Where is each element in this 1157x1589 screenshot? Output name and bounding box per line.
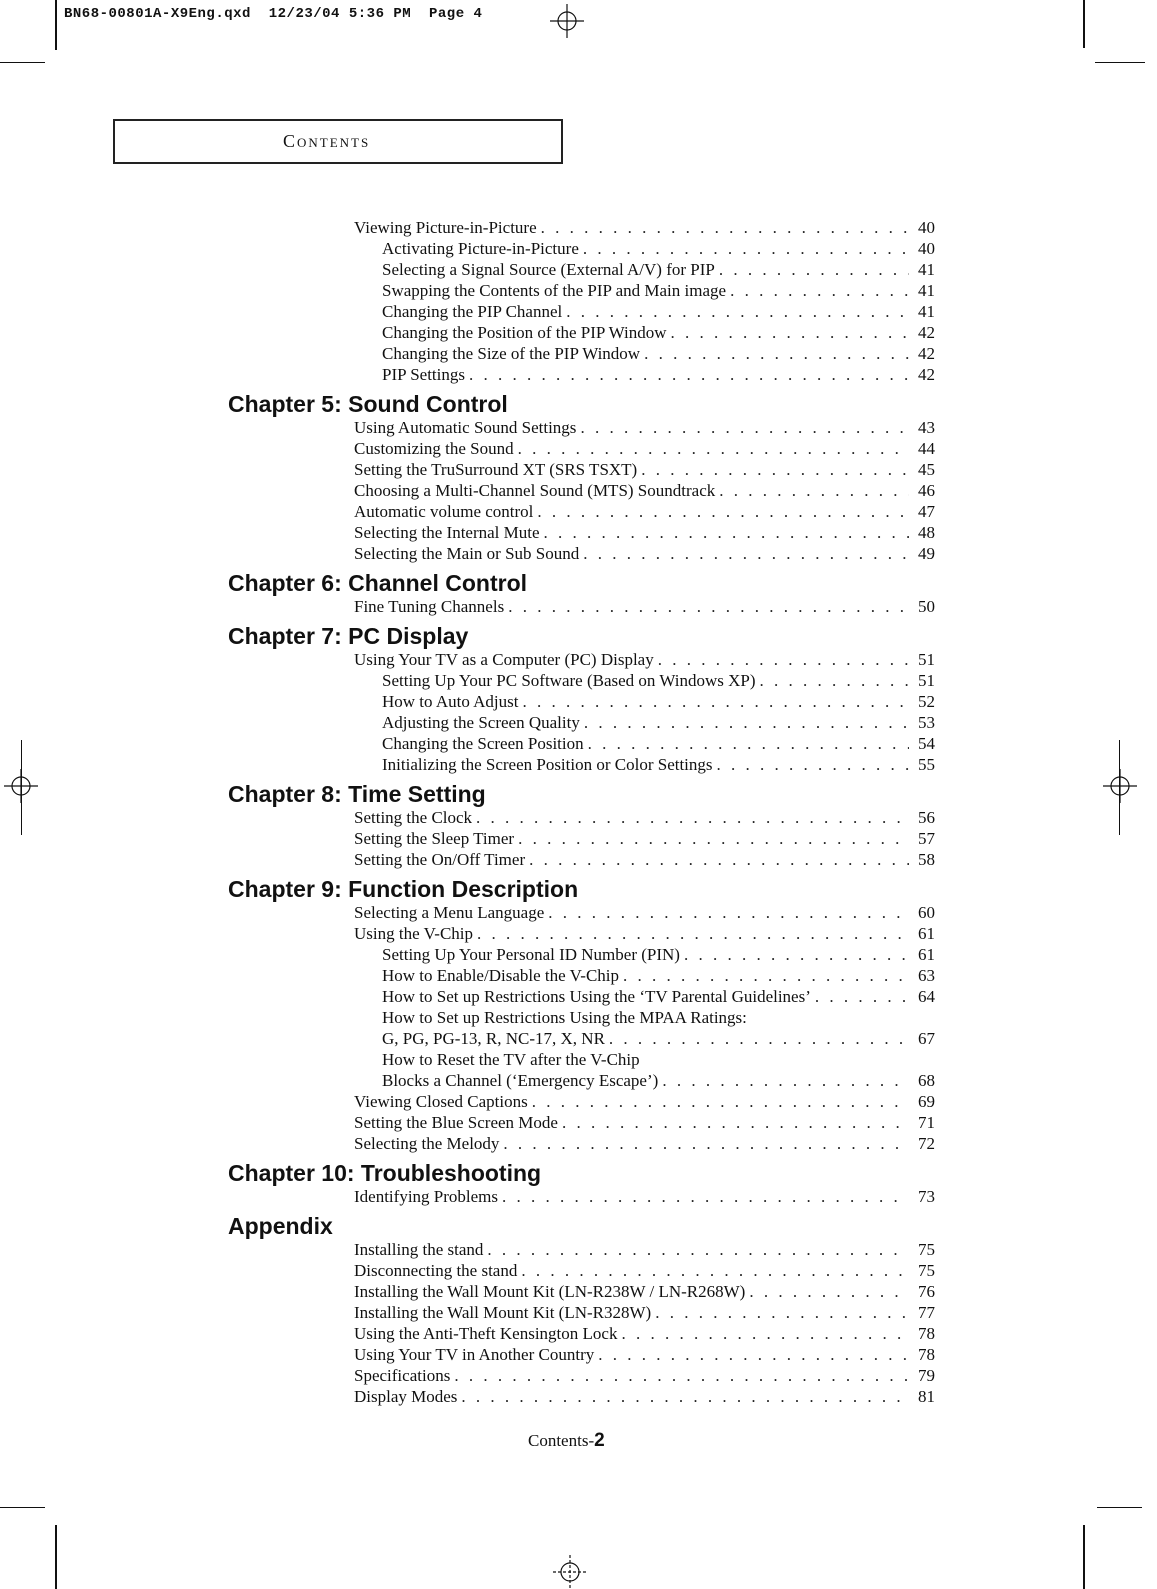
toc-entry-title: Using the Anti-Theft Kensington Lock <box>354 1324 618 1343</box>
toc-entry-page: 61 <box>918 945 935 964</box>
toc-entry <box>354 923 935 944</box>
dot-leader <box>623 965 909 986</box>
toc-entry <box>354 649 935 670</box>
toc-entry-page: 61 <box>918 924 935 943</box>
toc-entry-page: 63 <box>918 966 935 985</box>
dot-leader <box>684 944 909 965</box>
toc-entry <box>382 691 935 712</box>
toc-entry-title: Swapping the Contents of the PIP and Main image <box>382 281 727 300</box>
crop-mark <box>1083 1525 1085 1589</box>
dot-leader <box>584 712 909 733</box>
toc-entry-title: Setting Up Your Personal ID Number (PIN) <box>382 945 680 964</box>
toc-entry <box>382 986 935 1007</box>
toc-entry <box>382 301 935 322</box>
toc-entry-page: 55 <box>918 755 935 774</box>
crop-mark <box>1095 62 1145 63</box>
toc-entry <box>382 322 935 343</box>
toc-entry-title: Setting the On/Off Timer <box>354 850 526 869</box>
toc-entry <box>382 1070 935 1091</box>
toc-entry-page: 75 <box>918 1240 935 1259</box>
toc-entry-page: 51 <box>918 650 935 669</box>
crop-mark <box>1083 0 1085 48</box>
toc-entry-title: Selecting the Main or Sub Sound <box>354 544 580 563</box>
toc-entry <box>354 1091 935 1112</box>
dot-leader <box>469 364 909 385</box>
toc-entry <box>354 1112 935 1133</box>
chapter-heading: Chapter 10: Troubleshooting <box>228 1160 542 1186</box>
toc-entry-page: 42 <box>918 365 935 384</box>
toc-entry <box>354 849 935 870</box>
contents-header-box <box>113 119 563 164</box>
toc-entry <box>354 1344 935 1365</box>
toc-entry-page: 41 <box>918 260 935 279</box>
toc-entry-title: Using Your TV in Another Country <box>354 1345 595 1364</box>
toc-entry-page: 54 <box>918 734 935 753</box>
dot-leader <box>523 691 910 712</box>
toc-entry-title: Using Automatic Sound Settings <box>354 418 577 437</box>
dot-leader <box>641 459 909 480</box>
toc-entry-page: 44 <box>918 439 935 458</box>
toc-entry-lead: How to Reset the TV after the V-Chip <box>382 1050 640 1069</box>
toc-entry-title: Changing the Screen Position <box>382 734 584 753</box>
toc-entry-title: Setting Up Your PC Software (Based on Windows XP) <box>382 671 756 690</box>
toc-entry <box>354 522 935 543</box>
toc-entry-page: 68 <box>918 1071 935 1090</box>
toc-entry-page: 73 <box>918 1187 935 1206</box>
toc-entry-page: 50 <box>918 597 935 616</box>
chapter-heading: Chapter 9: Function Description <box>228 876 579 902</box>
dot-leader <box>671 322 909 343</box>
dot-leader <box>544 522 909 543</box>
dot-leader <box>521 1260 909 1281</box>
toc-entry-page: 45 <box>918 460 935 479</box>
toc-entry <box>354 828 935 849</box>
toc-entry-page: 46 <box>918 481 935 500</box>
toc-entry-title: Using the V-Chip <box>354 924 474 943</box>
footer-page-number: 2 <box>594 1430 605 1451</box>
toc-entry-page: 48 <box>918 523 935 542</box>
dot-leader <box>532 1091 909 1112</box>
crop-mark <box>55 0 57 50</box>
toc-entry-title: Selecting a Signal Source (External A/V) for PIP <box>382 260 715 279</box>
toc-entry <box>382 670 935 691</box>
toc-entry-page: 79 <box>918 1366 935 1385</box>
toc-entry-page: 40 <box>918 218 935 237</box>
chapter-heading: Chapter 8: Time Setting <box>228 781 486 807</box>
toc-entry-title: G, PG, PG-13, R, NC-17, X, NR <box>382 1029 605 1048</box>
toc-entry-title: Viewing Closed Captions <box>354 1092 528 1111</box>
toc-entry-title: Specifications <box>354 1366 451 1385</box>
dot-leader <box>541 217 909 238</box>
toc-entry <box>354 543 935 564</box>
toc-entry <box>382 965 935 986</box>
chapter-heading: Chapter 6: Channel Control <box>228 570 528 596</box>
toc-entry-page: 64 <box>918 987 935 1006</box>
toc-entry <box>354 1302 935 1323</box>
chapter-heading: Chapter 7: PC Display <box>228 623 469 649</box>
registration-mark-icon <box>553 1555 587 1589</box>
toc-entry-title: Setting the Clock <box>354 808 473 827</box>
toc-entry-page: 51 <box>918 671 935 690</box>
dot-leader <box>583 238 909 259</box>
toc-entry-title: Installing the Wall Mount Kit (LN-R328W) <box>354 1303 652 1322</box>
toc-entry-page: 60 <box>918 903 935 922</box>
crop-mark <box>55 1525 57 1589</box>
toc-entry <box>354 807 935 828</box>
toc-entry <box>354 1323 935 1344</box>
toc-entry-title: Disconnecting the stand <box>354 1261 518 1280</box>
toc-entry-title: Setting the Blue Screen Mode <box>354 1113 558 1132</box>
toc-entry-page: 56 <box>918 808 935 827</box>
footer-label: Contents- <box>528 1431 595 1450</box>
toc-entry-lead: How to Set up Restrictions Using the MPAA Ratings: <box>382 1008 747 1027</box>
toc-entry-title: Changing the Size of the PIP Window <box>382 344 641 363</box>
dot-leader <box>730 280 909 301</box>
toc-entry <box>354 1186 935 1207</box>
dot-leader <box>518 438 909 459</box>
dot-leader <box>644 343 909 364</box>
dot-leader <box>719 259 909 280</box>
slug-file: BN68-00801A-X9Eng.qxd <box>64 6 251 22</box>
dot-leader <box>461 1386 909 1407</box>
dot-leader <box>749 1281 909 1302</box>
toc-entry <box>354 459 935 480</box>
toc-entry-page: 67 <box>918 1029 935 1048</box>
toc-entry-page: 53 <box>918 713 935 732</box>
toc-entry-page: 77 <box>918 1303 935 1322</box>
page-footer <box>528 1430 605 1452</box>
dot-leader <box>548 902 909 923</box>
toc-entry-page: 72 <box>918 1134 935 1153</box>
toc-entry-title: Fine Tuning Channels <box>354 597 505 616</box>
toc-entry-title: Setting the Sleep Timer <box>354 829 515 848</box>
toc-entry-page: 57 <box>918 829 935 848</box>
dot-leader <box>662 1070 909 1091</box>
dot-leader <box>537 501 909 522</box>
toc-entry-title: Activating Picture-in-Picture <box>382 239 579 258</box>
toc-entry-title: Initializing the Screen Position or Color Settings <box>382 755 713 774</box>
toc-entry-page: 49 <box>918 544 935 563</box>
registration-mark-icon <box>1103 769 1137 803</box>
toc-entry-title: Display Modes <box>354 1387 458 1406</box>
toc-entry <box>382 364 935 385</box>
toc-entry-title: Changing the Position of the PIP Window <box>382 323 667 342</box>
dot-leader <box>487 1239 909 1260</box>
toc-entry-page: 41 <box>918 281 935 300</box>
toc-entry <box>354 1260 935 1281</box>
dot-leader <box>598 1344 909 1365</box>
toc-entry-title: Adjusting the Screen Quality <box>382 713 580 732</box>
toc-entry <box>354 1386 935 1407</box>
toc-entry-page: 71 <box>918 1113 935 1132</box>
dot-leader <box>760 670 910 691</box>
registration-mark-icon <box>4 769 38 803</box>
toc-entry-title: Selecting the Melody <box>354 1134 500 1153</box>
toc-entry <box>354 1365 935 1386</box>
toc-entry-title: Automatic volume control <box>354 502 534 521</box>
dot-leader <box>621 1323 909 1344</box>
toc-entry-page: 78 <box>918 1345 935 1364</box>
toc-entry-title: Installing the stand <box>354 1240 484 1259</box>
dot-leader <box>588 733 909 754</box>
toc-entry-title: Selecting the Internal Mute <box>354 523 540 542</box>
toc-entry-title: How to Enable/Disable the V-Chip <box>382 966 620 985</box>
toc-entry-page: 75 <box>918 1261 935 1280</box>
toc-entry-page: 42 <box>918 344 935 363</box>
toc-entry <box>354 217 935 238</box>
toc-entry-page: 76 <box>918 1282 935 1301</box>
toc-entry <box>382 259 935 280</box>
toc-entry-title: Using Your TV as a Computer (PC) Display <box>354 650 654 669</box>
toc-entry <box>354 902 935 923</box>
dot-leader <box>719 480 909 501</box>
toc-entry-title: Identifying Problems <box>354 1187 499 1206</box>
dot-leader <box>566 301 909 322</box>
dot-leader <box>580 417 909 438</box>
toc-entry-title: PIP Settings <box>382 365 465 384</box>
dot-leader <box>815 986 909 1007</box>
toc-entry <box>354 1133 935 1154</box>
toc-entry <box>382 712 935 733</box>
toc-entry-title: Blocks a Channel (‘Emergency Escape’) <box>382 1071 659 1090</box>
dot-leader <box>562 1112 909 1133</box>
toc-entry <box>354 596 935 617</box>
registration-mark-icon <box>550 4 584 38</box>
toc-entry <box>354 417 935 438</box>
page-title: Contents <box>283 131 371 151</box>
toc-entry-title: Changing the PIP Channel <box>382 302 563 321</box>
dot-leader <box>518 828 909 849</box>
toc-entry <box>382 343 935 364</box>
dot-leader <box>508 596 909 617</box>
toc-entry-title: How to Auto Adjust <box>382 692 519 711</box>
toc-entry <box>354 480 935 501</box>
toc-entry-page: 41 <box>918 302 935 321</box>
dot-leader <box>717 754 909 775</box>
toc-entry-title: Installing the Wall Mount Kit (LN-R238W / LN-R268W) <box>354 1282 746 1301</box>
toc-entry-title: Viewing Picture-in-Picture <box>354 218 537 237</box>
dot-leader <box>609 1028 909 1049</box>
dot-leader <box>655 1302 909 1323</box>
dot-leader <box>658 649 909 670</box>
dot-leader <box>529 849 909 870</box>
toc-entry <box>354 1239 935 1260</box>
crop-mark <box>0 1507 45 1508</box>
toc-entry-page: 78 <box>918 1324 935 1343</box>
toc-entry <box>382 238 935 259</box>
toc-entry-title: Choosing a Multi-Channel Sound (MTS) Soundtrack <box>354 481 716 500</box>
toc-entry <box>354 501 935 522</box>
toc-entry-page: 42 <box>918 323 935 342</box>
toc-entry-page: 52 <box>918 692 935 711</box>
toc-entry-page: 47 <box>918 502 935 521</box>
dot-leader <box>503 1133 909 1154</box>
chapter-heading: Appendix <box>228 1213 333 1239</box>
toc-entry <box>382 733 935 754</box>
slug-page: Page 4 <box>429 6 483 22</box>
toc-entry <box>382 280 935 301</box>
toc-entry-title: Selecting a Menu Language <box>354 903 545 922</box>
toc-entry-page: 69 <box>918 1092 935 1111</box>
crop-mark <box>1097 1507 1142 1508</box>
toc-entry <box>382 754 935 775</box>
dot-leader <box>454 1365 909 1386</box>
toc-entry <box>354 438 935 459</box>
toc-entry <box>382 1028 935 1049</box>
toc-entry-page: 40 <box>918 239 935 258</box>
slug-date: 12/23/04 <box>268 6 340 22</box>
toc-entry-page: 81 <box>918 1387 935 1406</box>
dot-leader <box>477 923 909 944</box>
slug-time: 5:36 PM <box>348 6 412 22</box>
print-slug <box>64 6 482 22</box>
toc-entry-title: How to Set up Restrictions Using the ‘TV Parental Guidelines’ <box>382 987 811 1006</box>
dot-leader <box>583 543 909 564</box>
toc-entry-title: Setting the TruSurround XT (SRS TSXT) <box>354 460 638 479</box>
dot-leader <box>476 807 909 828</box>
toc-entry <box>354 1281 935 1302</box>
crop-mark <box>0 62 45 63</box>
toc-entry <box>382 944 935 965</box>
toc-entry-page: 43 <box>918 418 935 437</box>
toc-entry-title: Customizing the Sound <box>354 439 514 458</box>
dot-leader <box>502 1186 909 1207</box>
toc-entry-page: 58 <box>918 850 935 869</box>
chapter-heading: Chapter 5: Sound Control <box>228 391 508 417</box>
